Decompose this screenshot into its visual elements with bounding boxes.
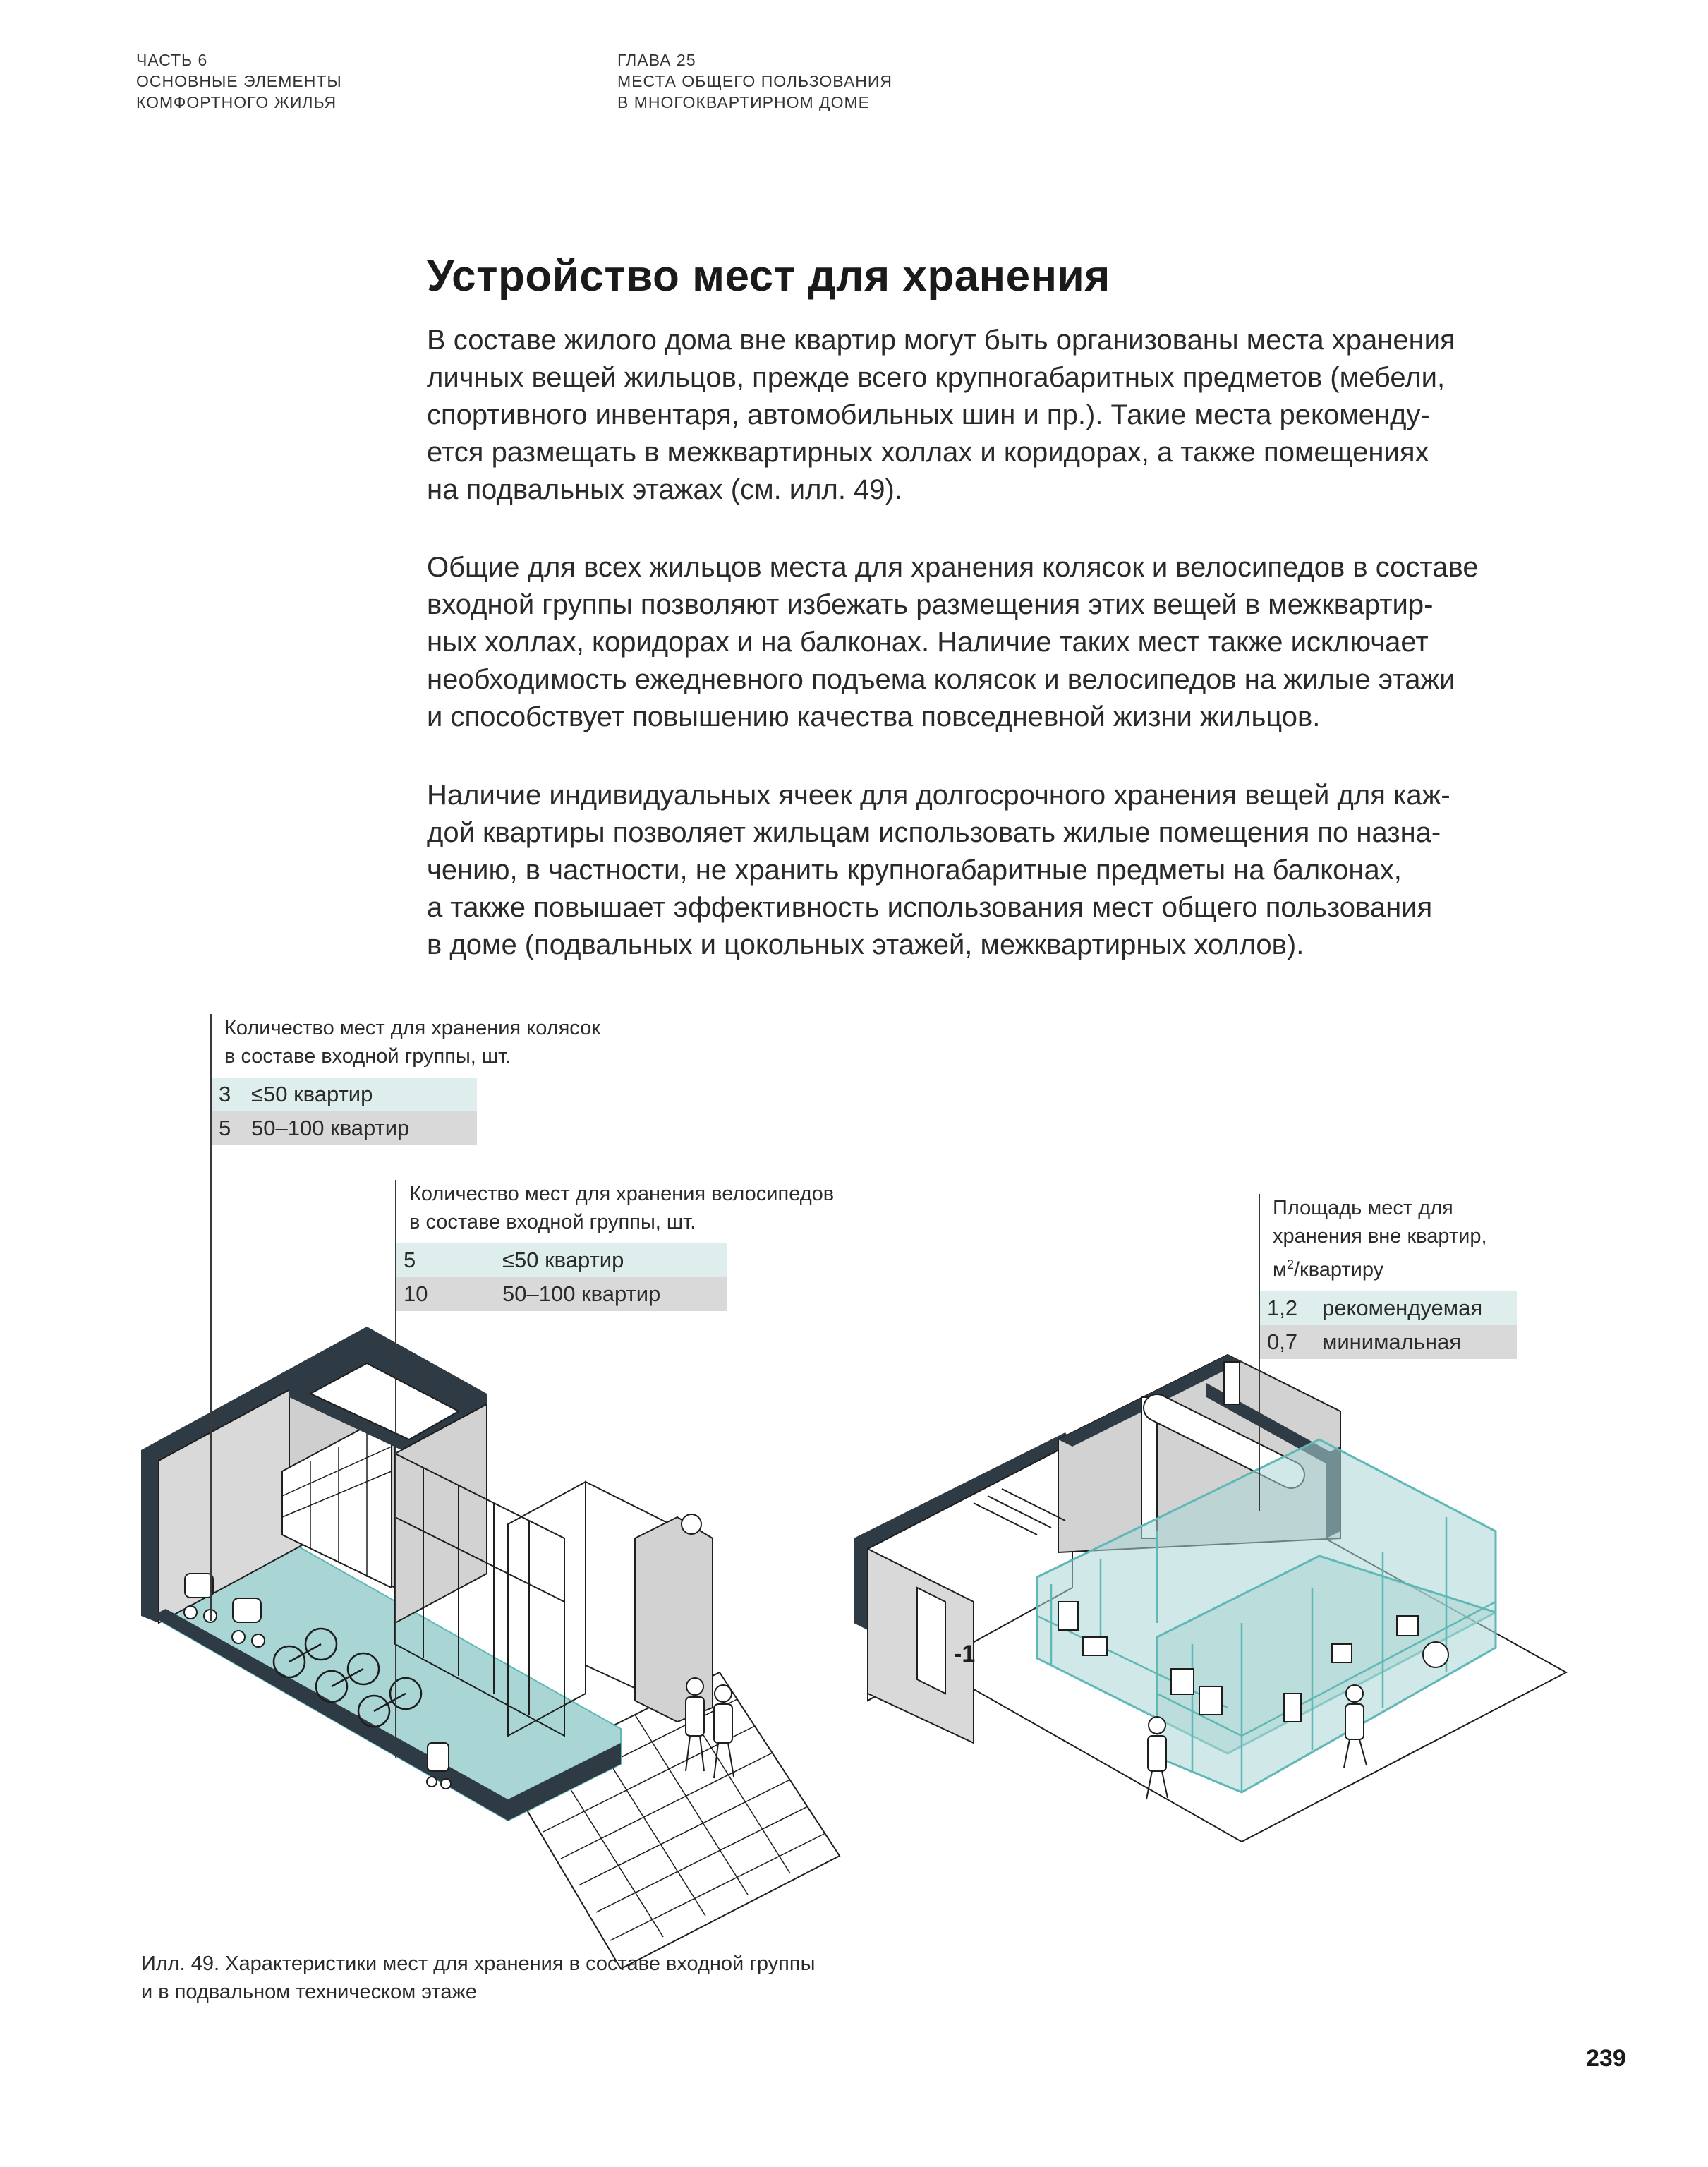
table-cell-value: 5 [404, 1248, 416, 1272]
table-cell-label: 50–100 квартир [251, 1116, 410, 1140]
table-row [1260, 1291, 1517, 1325]
callout-strollers [219, 1014, 600, 1145]
basement-storage-drawing [854, 1355, 1566, 1842]
callout-title-line: в составе входной группы, шт. [409, 1211, 696, 1233]
text-line: в доме (подвальных и цокольных этажей, межквартирных холлов). [427, 929, 1304, 960]
unit-suffix: /квартиру [1293, 1258, 1384, 1281]
text-line: необходимость ежедневного подъема колясок и велосипедов на жилые этажи [427, 664, 1455, 695]
caption-line: и в подвальном техническом этаже [141, 1981, 478, 2003]
callout-unit-line [1273, 1250, 1517, 1284]
table-cell-label: ≤50 квартир [502, 1248, 624, 1272]
header-line: МЕСТА ОБЩЕГО ПОЛЬЗОВАНИЯ [617, 72, 892, 90]
table-cell-label: 50–100 квартир [502, 1281, 661, 1306]
text-line: и способствует повышению качества повседневной жизни жильцов. [427, 701, 1321, 732]
table-row [1260, 1325, 1517, 1359]
header-line: ОСНОВНЫЕ ЭЛЕМЕНТЫ [136, 72, 342, 90]
entrance-group-drawing [141, 1327, 840, 1969]
callout-title-line: Количество мест для хранения колясок [224, 1017, 600, 1039]
callout-bicycles [404, 1180, 835, 1311]
text-line: спортивного инвентаря, автомобильных шин и пр.). Такие места рекоменду- [427, 399, 1430, 430]
text-line: Общие для всех жильцов места для хранения колясок и велосипедов в составе [427, 552, 1479, 583]
table-row [396, 1277, 727, 1311]
text-line: ных холлах, коридорах и на балконах. Наличие таких мест также исключает [427, 627, 1429, 658]
callout-title-line: хранения вне квартир, [1273, 1225, 1487, 1248]
callout-title-line: Площадь мест для [1273, 1197, 1453, 1219]
basement-level-sign: -1 [954, 1641, 976, 1667]
callout-title-line: в составе входной группы, шт. [224, 1045, 511, 1068]
callout-storage-area [1267, 1194, 1517, 1359]
text-line: дой квартиры позволяет жильцам использовать жилые помещения по назна- [427, 817, 1441, 848]
page-number: 239 [1586, 2045, 1626, 2072]
table-cell-value: 0,7 [1267, 1329, 1298, 1354]
table-row [212, 1111, 477, 1145]
table-row [396, 1243, 727, 1277]
text-line: входной группы позволяют избежать размещения этих вещей в межквартир- [427, 589, 1434, 620]
text-line: Наличие индивидуальных ячеек для долгосрочного хранения вещей для каж- [427, 780, 1450, 811]
caption-line: Илл. 49. Характеристики мест для хранения в составе входной группы [141, 1952, 816, 1975]
text-line: В составе жилого дома вне квартир могут быть организованы места хранения [427, 325, 1455, 356]
section-title: Устройство мест для хранения [427, 252, 1110, 301]
table-row [212, 1078, 477, 1111]
text-line: ется размещать в межквартирных холлах и коридорах, а также помещениях [427, 437, 1429, 468]
text-line: на подвальных этажах (см. илл. 49). [427, 474, 902, 505]
callout-table [1260, 1291, 1517, 1359]
callout-table [212, 1078, 477, 1145]
text-line: чению, в частности, не хранить крупногабаритные предметы на балконах, [427, 855, 1402, 886]
unit-superscript: 2 [1286, 1257, 1294, 1272]
header-line: ГЛАВА 25 [617, 51, 696, 69]
table-cell-label: ≤50 квартир [251, 1082, 373, 1106]
table-cell-value: 5 [219, 1116, 231, 1140]
callout-title-line: Количество мест для хранения велосипедов [409, 1183, 835, 1205]
unit-prefix: м [1273, 1258, 1287, 1281]
table-cell-value: 10 [404, 1281, 428, 1306]
table-cell-value: 1,2 [1267, 1295, 1298, 1320]
header-line: В МНОГОКВАРТИРНОМ ДОМЕ [617, 93, 871, 111]
table-cell-label: минимальная [1322, 1329, 1462, 1354]
header-line: КОМФОРТНОГО ЖИЛЬЯ [136, 93, 337, 111]
table-cell-label: рекомендуемая [1322, 1295, 1483, 1320]
text-line: личных вещей жильцов, прежде всего крупногабаритных предметов (мебели, [427, 362, 1446, 393]
text-line: а также повышает эффективность использования мест общего пользования [427, 892, 1433, 923]
header-line: ЧАСТЬ 6 [136, 51, 208, 69]
figure-caption [141, 1950, 815, 2006]
callout-table [396, 1243, 727, 1311]
table-cell-value: 3 [219, 1082, 231, 1106]
